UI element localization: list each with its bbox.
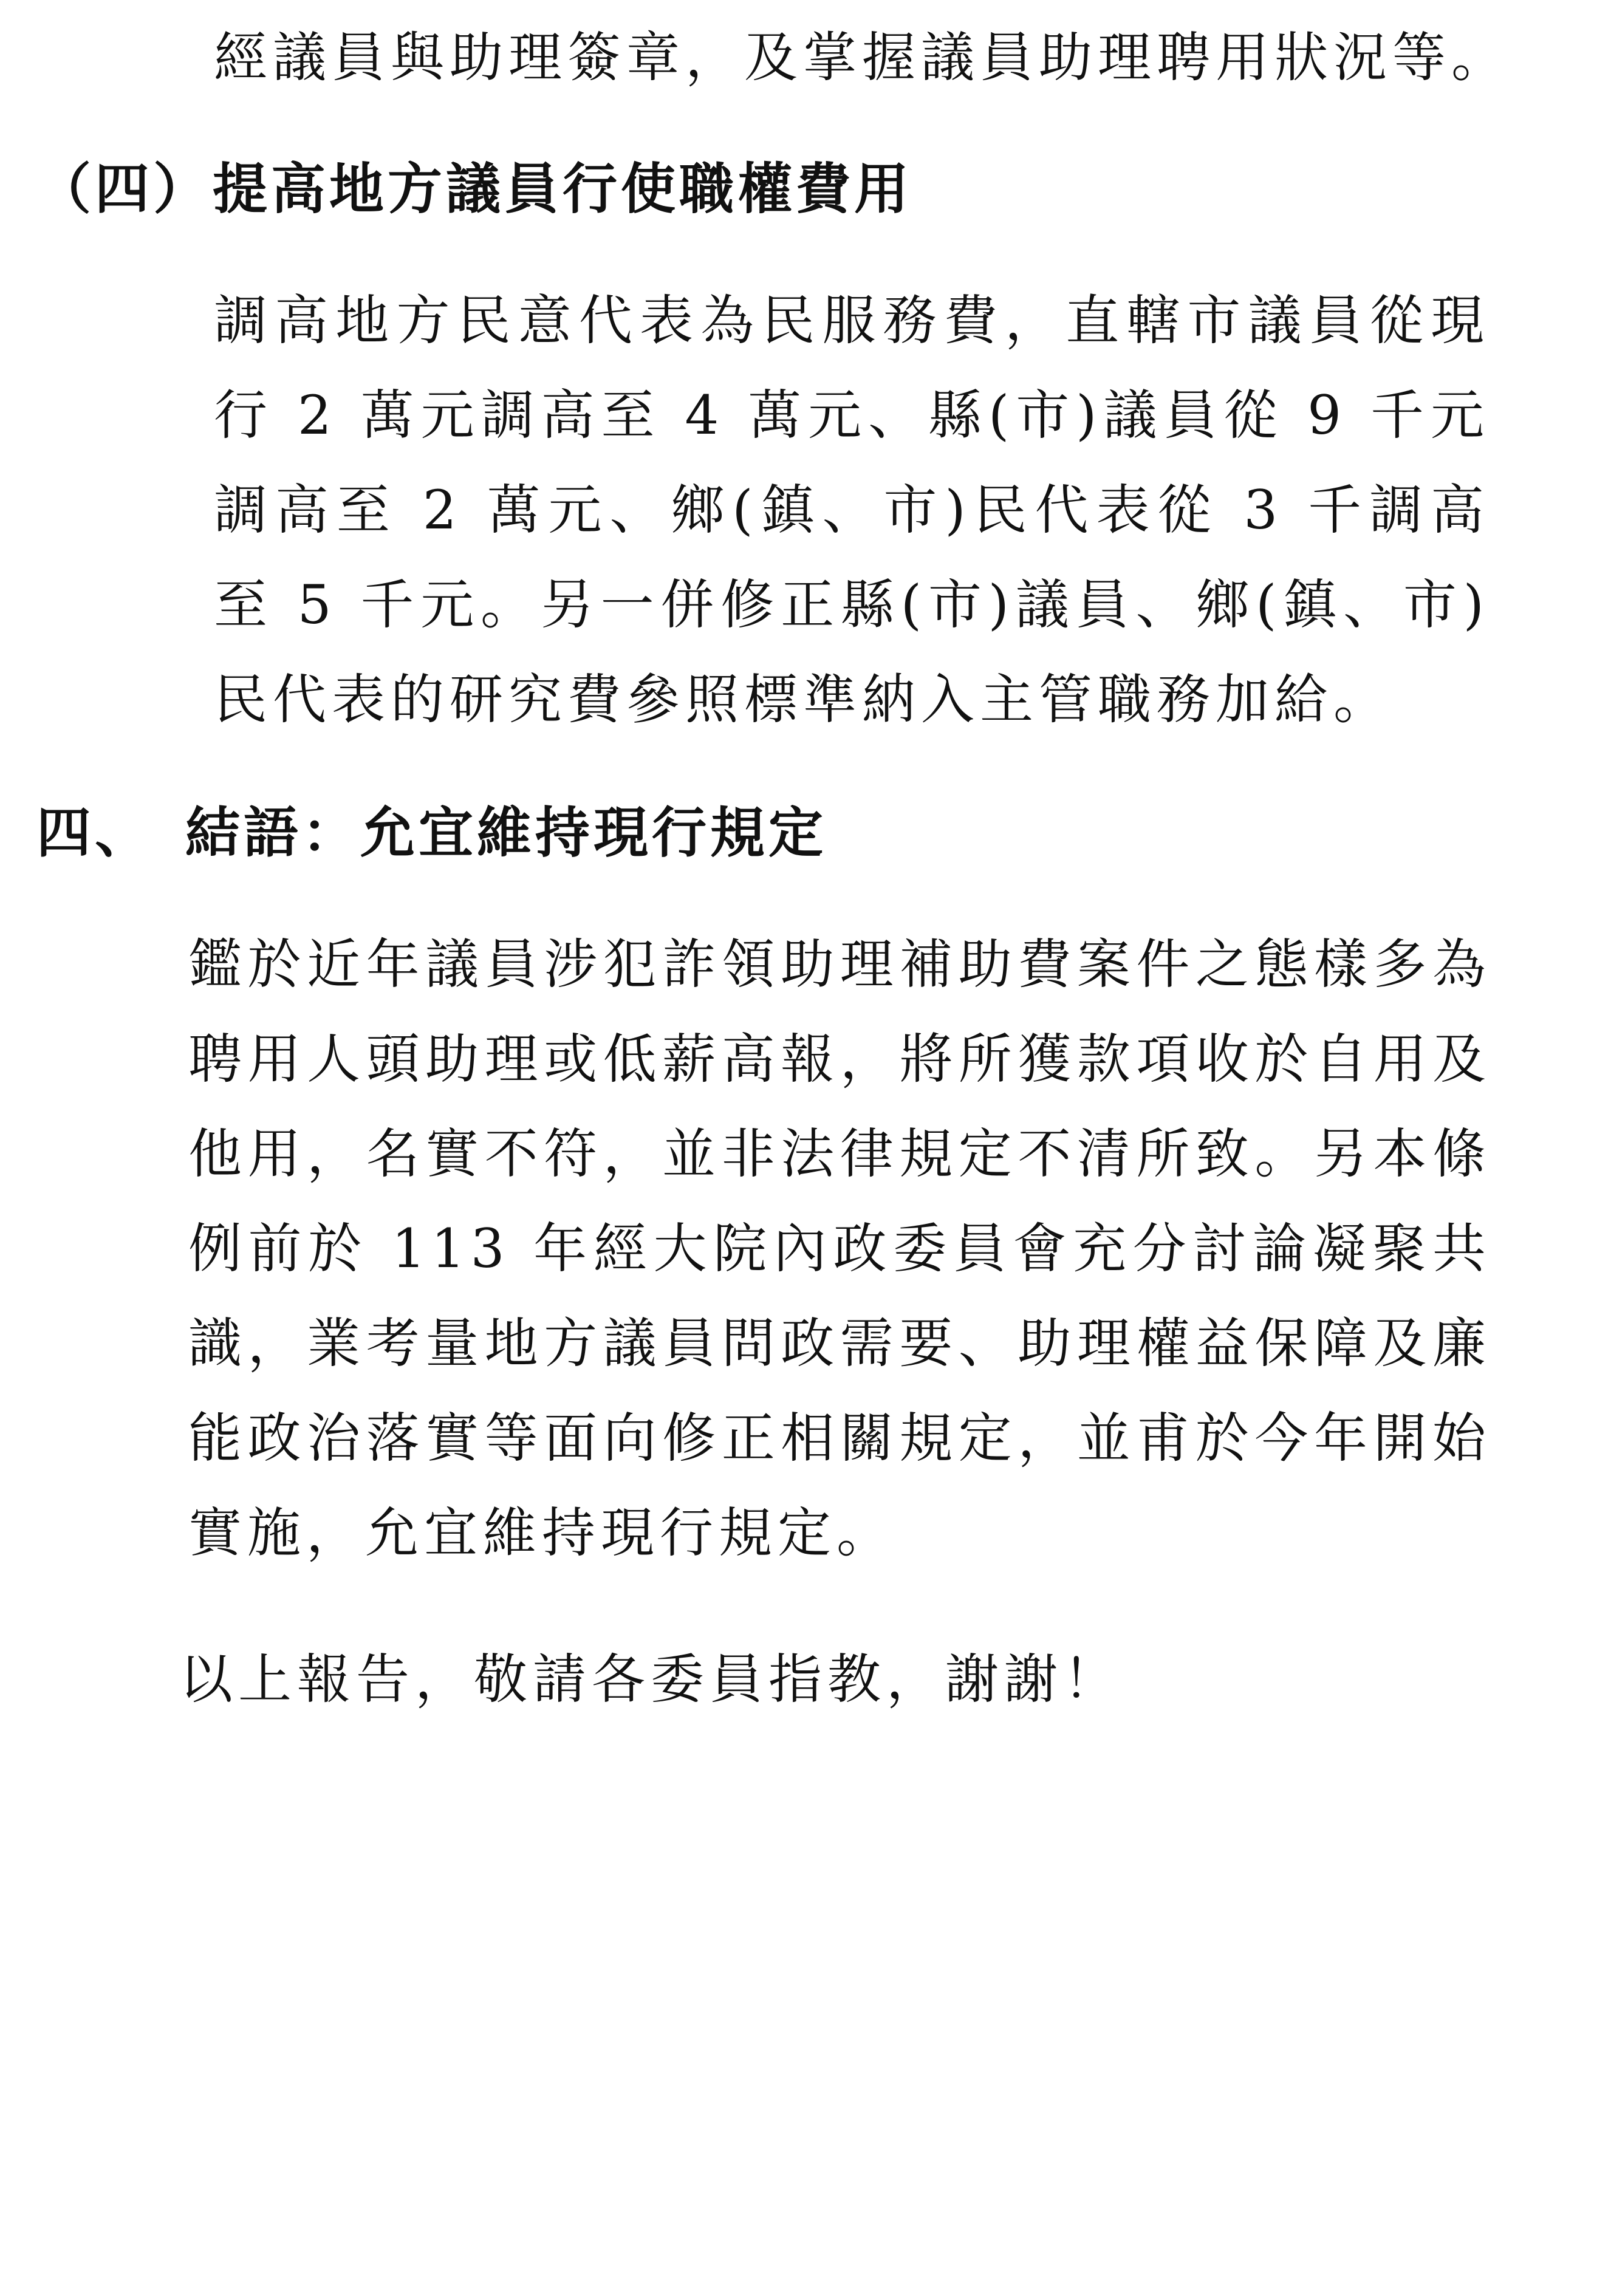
subsection-body: 調高地方民意代表為民服務費，直轄市議員從現行 2 萬元調高至 4 萬元、縣(市)議員從 9 千元調高至 2 萬元、鄉(鎮、市)民代表從 3 千調高至 5 千元。另一併修正縣(市)議員、鄉(鎮、市)民代表的研究費參照標準納入主管職務加給。	[214, 289, 1490, 731]
section-title: 結語：允宜維持現行規定	[185, 801, 827, 865]
continued-line: 經議員與助理簽章，及掌握議員助理聘用狀況等。	[214, 26, 1511, 89]
closing-remark: 以上報告，敬請各委員指教，謝謝！	[179, 1648, 1123, 1710]
section-number: 四、	[36, 801, 153, 865]
subsection-title: 提高地方議員行使職權費用	[213, 157, 912, 221]
section-body: 鑑於近年議員涉犯詐領助理補助費案件之態樣多為聘用人頭助理或低薪高報，將所獲款項收於自用及他用，名實不符，並非法律規定不清所致。另本條例前於 113 年經大院內政委員會充分討論凝聚共識，業考量地方議員問政需要、助理權益保障及廉能政治落實等面向修正相關規定，並甫於今年開始實施，允宜維持現行規定。	[188, 933, 1491, 1564]
subsection-number: （四）	[36, 157, 211, 221]
